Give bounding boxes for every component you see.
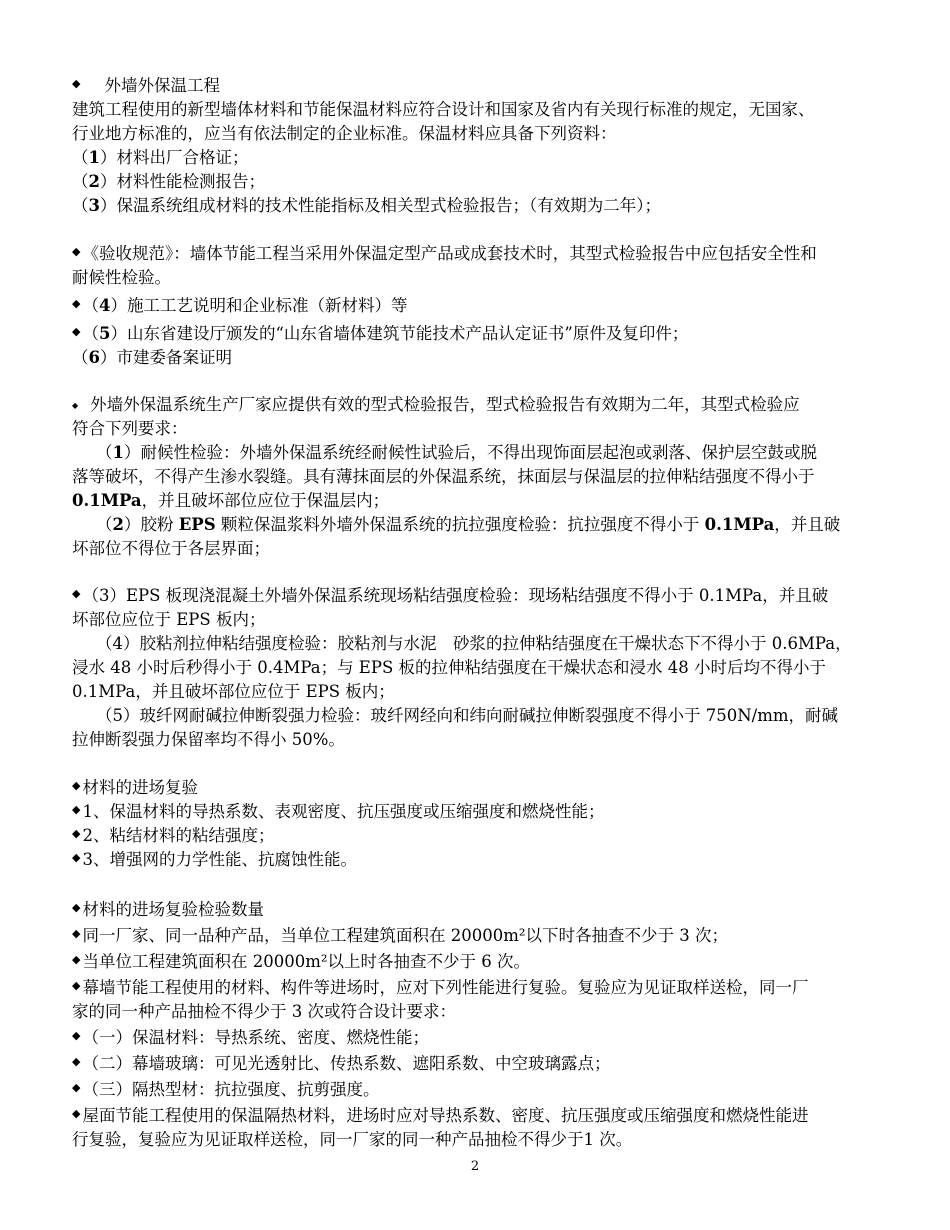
paragraph-line: ◆ （3）EPS 板现浇混凝土外墙外保温系统现场粘结强度检验：现场粘结强度不得小于 0.1MPa，并且破 [72, 584, 918, 608]
diamond-bullet-icon: ◆ [72, 245, 81, 258]
paragraph-line: 落等破坏，不得产生渗水裂缝。具有薄抹面层的外保温系统，抹面层与保温层的拉伸粘结强度不得小于 [72, 467, 815, 486]
requirement-item: （4）胶粘剂拉伸粘结强度检验：胶粘剂与水泥 砂浆的拉伸粘结强度在干燥状态下不得小于 0.6MPa， [96, 634, 852, 653]
diamond-bullet-icon: ◆ [72, 979, 81, 992]
list-item: ◆ 1、保温材料的导热系数、表观密度、抗压强度或压缩强度和燃烧性能； [72, 800, 918, 824]
page-number: 2 [470, 1159, 480, 1174]
paragraph-line: 建筑工程使用的新型墙体材料和节能保温材料应符合设计和国家及省内有关现行标准的规定，无国家、 [72, 100, 815, 119]
diamond-bullet-icon: ◆ [72, 851, 81, 864]
section-heading: ◆ 材料的进场复验 [72, 776, 918, 800]
diamond-bullet-icon: ◆ [72, 1081, 81, 1094]
diamond-bullet-icon: ◆ [72, 1055, 81, 1068]
paragraph-line: ◆ 《验收规范》：墙体节能工程当采用外保温定型产品或成套技术时，其型式检验报告中应包括安全性和 [72, 242, 918, 266]
diamond-bullet-icon: ◆ [72, 77, 81, 90]
list-item: （2）材料性能检测报告； [72, 172, 265, 191]
paragraph-line: 行复验，复验应为见证取样送检，同一厂家的同一种产品抽检不得少于1 次。 [72, 1130, 633, 1149]
list-item: ◆ （二）幕墙玻璃：可见光透射比、传热系数、遮阳系数、中空玻璃露点； [72, 1052, 918, 1076]
list-item: ◆ （一）保温材料：导热系统、密度、燃烧性能； [72, 1026, 918, 1050]
list-item: （1）材料出厂合格证； [72, 148, 249, 167]
requirement-item: （2）胶粉 EPS 颗粒保温浆料外墙外保温系统的抗拉强度检验：抗拉强度不得小于 0.1MPa，并且破 [96, 515, 841, 534]
list-item: ◆ 当单位工程建筑面积在 20000m²以上时各抽查不少于 6 次。 [72, 950, 918, 974]
diamond-bullet-icon: ◆ [72, 779, 81, 792]
section-heading: ◆ 材料的进场复验检验数量 [72, 898, 918, 922]
requirement-item: （1）耐候性检验：外墙外保温系统经耐候性试验后，不得出现饰面层起泡或剥落、保护层空鼓或脱 [96, 443, 817, 462]
paragraph-line: 坏部位不得位于各层界面； [72, 539, 270, 558]
paragraph-line: 0.1MPa，并且破坏部位应位于保温层内； [72, 491, 390, 510]
paragraph-line: 0.1MPa，并且破坏部位应位于 EPS 板内； [72, 682, 395, 701]
diamond-bullet-icon: ◆ [72, 1107, 81, 1120]
diamond-bullet-icon: ◆ [72, 297, 81, 310]
paragraph-line: 符合下列要求： [72, 419, 188, 438]
list-item: ◆ （三）隔热型材：抗拉强度、抗剪强度。 [72, 1078, 918, 1102]
paragraph-line: 家的同一种产品抽检不得少于 3 次或符合设计要求： [72, 1002, 456, 1021]
requirement-item: （5）玻纤网耐碱拉伸断裂强力检验：玻纤网经向和纬向耐碱拉伸断裂强度不得小于 750N/mm，耐碱 [96, 706, 839, 725]
diamond-bullet-icon: ◆ [72, 587, 81, 600]
list-item: ◆ 2、粘结材料的粘结强度； [72, 824, 918, 848]
list-item: ◆ 同一厂家、同一品种产品，当单位工程建筑面积在 20000m²以下时各抽查不少于 3 次； [72, 924, 918, 948]
list-item: （3）保温系统组成材料的技术性能指标及相关型式检验报告；（有效期为二年）； [72, 196, 661, 215]
paragraph-line: 耐候性检验。 [72, 268, 171, 287]
diamond-bullet-icon: ◆ [72, 803, 81, 816]
list-item: ◆ 幕墙节能工程使用的材料、构件等进场时，应对下列性能进行复验。复验应为见证取样送检，同一厂 [72, 976, 918, 1000]
paragraph-line: 浸水 48 小时后秒得小于 0.4MPa；与 EPS 板的拉伸粘结强度在干燥状态和浸水 48 小时后均不得小于 [72, 658, 826, 677]
diamond-bullet-icon: ◆ [72, 827, 81, 840]
paragraph-line: 拉伸断裂强力保留率均不得小 50%。 [72, 730, 345, 749]
diamond-bullet-icon: ◆ [72, 325, 81, 338]
paragraph-line: ◆ 外墙外保温系统生产厂家应提供有效的型式检验报告，型式检验报告有效期为二年，其型式检验应 [72, 393, 918, 417]
paragraph-line: 行业地方标准的，应当有依法制定的企业标准。保温材料应具备下列资料： [72, 124, 617, 143]
diamond-bullet-icon: ◆ [72, 901, 81, 914]
list-item: ◆ （5）山东省建设厅颁发的“山东省墙体建筑节能技术产品认定证书”原件及复印件； [72, 322, 918, 346]
list-item: ◆ 3、增强网的力学性能、抗腐蚀性能。 [72, 848, 918, 872]
paragraph-line: 坏部位应位于 EPS 板内； [72, 610, 266, 629]
section-heading: ◆ 外墙外保温工程 [72, 74, 918, 98]
list-item: （6）市建委备案证明 [72, 348, 232, 367]
diamond-bullet-icon: ◆ [72, 1029, 81, 1042]
list-item: ◆ （4）施工工艺说明和企业标准（新材料）等 [72, 294, 918, 318]
diamond-bullet-icon: ◆ [72, 953, 81, 966]
small-diamond-bullet-icon: ◆ [72, 400, 79, 410]
list-item: ◆ 屋面节能工程使用的保温隔热材料，进场时应对导热系数、密度、抗压强度或压缩强度和燃烧性能进 [72, 1104, 918, 1128]
diamond-bullet-icon: ◆ [72, 927, 81, 940]
